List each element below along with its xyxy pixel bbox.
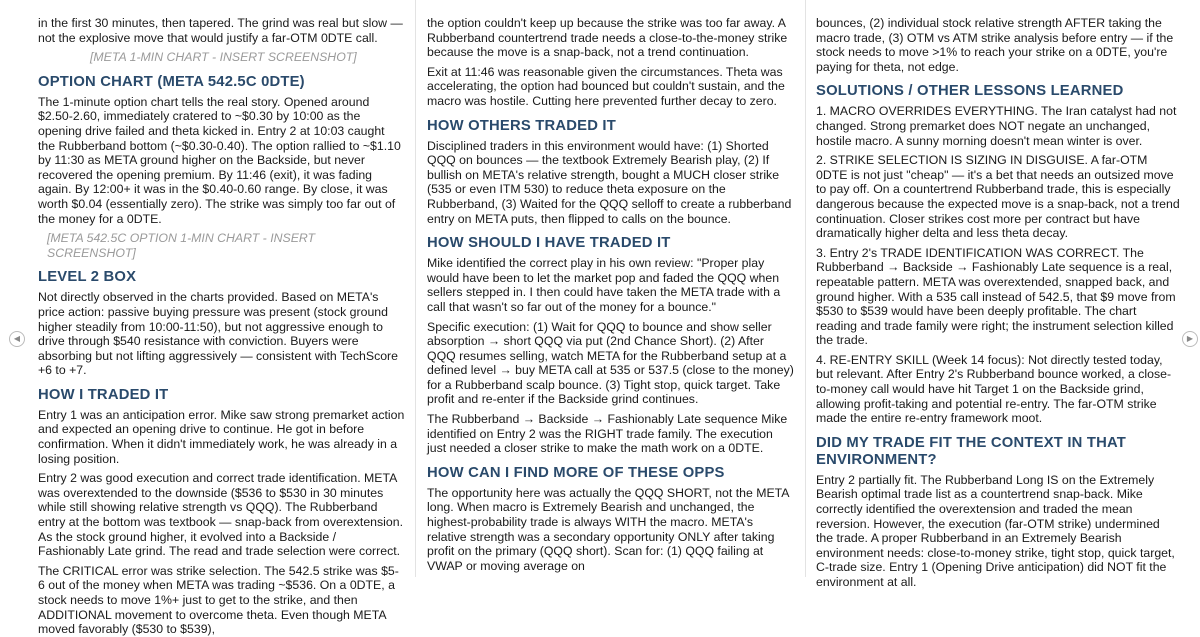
paragraph: The Rubberband → Backside → Fashionably Late sequence Mike identified on Entry 2 was the RIGHT trade family. The execution just needed a closer strike to make the math work on a 0DTE. (427, 412, 788, 456)
section-heading-how-should-i-have-traded-it: HOW SHOULD I HAVE TRADED IT (427, 235, 671, 252)
next-page-button[interactable] (1182, 331, 1198, 347)
paragraph: in the first 30 minutes, then tapered. The grind was real but slow — not the explosive move that would justify a far-OTM 0DTE call. (38, 16, 403, 45)
column-divider (415, 0, 416, 577)
screenshot-placeholder: [META 1-MIN CHART - INSERT SCREENSHOT] (90, 50, 357, 65)
paragraph: 1. MACRO OVERRIDES EVERYTHING. The Iran catalyst had not changed. Strong premarket does NOT negate an unchanged, hostile macro. A sunny morning doesn't mean winter is over. (816, 104, 1177, 148)
paragraph: 4. RE-ENTRY SKILL (Week 14 focus): Not directly tested today, but relevant. After Entry 2's Rubberband bounce worked, a close-to-money call would have hit Target 1 on the Backside grind, allowing profit-taking and potential re-entry. The far-OTM strike made the entire re-entry framework moot. (816, 352, 1172, 426)
chevron-left-icon: ◀ (13, 334, 21, 343)
paragraph: The opportunity here was actually the QQQ SHORT, not the META long. When macro is Extremely Bearish and unchanged, the highest-probability trade is always WITH the macro. META's relative strength was a secondary opportunity ONLY after taking profit on the primary (QQQ short). Scan for: (1) QQQ failing at VWAP or moving average on (427, 485, 789, 573)
paragraph: The CRITICAL error was strike selection. The 542.5 strike was $5-6 out of the money when META was trading ~$536. On a 0DTE, a stock needs to move 1%+ just to get to the strike, and then ADDITIONAL movement to overcome theta. Even though META moved favorably ($530 to $539), (38, 563, 399, 637)
paragraph: Specific execution: (1) Wait for QQQ to bounce and show seller absorption → short QQQ via put (2nd Chance Short). (2) After QQQ resumes selling, watch META for the Rubberband setup at a defined level → buy META call at 535 or 537.5 (close to the money) for a Rubberband scalp bounce. (3) Tight stop, quick target. Take profit and re-enter if the Backside grind continues. (427, 319, 794, 407)
section-heading-option-chart: OPTION CHART (META 542.5C 0DTE) (38, 73, 305, 90)
chevron-right-icon: ▶ (1186, 334, 1194, 343)
section-heading-find-more-opps: HOW CAN I FIND MORE OF THESE OPPS (427, 464, 725, 481)
paragraph: bounces, (2) individual stock relative strength AFTER taking the macro trade, (3) OTM vs ATM strike analysis before entry — if the stock needs to move >1% to reach your strike on a 0DTE, you're paying for theta, not edge. (816, 16, 1174, 74)
section-heading-solutions: SOLUTIONS / OTHER LESSONS LEARNED (816, 83, 1124, 100)
section-heading-how-others-traded-it: HOW OTHERS TRADED IT (427, 117, 616, 134)
paragraph: 3. Entry 2's TRADE IDENTIFICATION WAS CORRECT. The Rubberband → Backside → Fashionably Late sequence is a real, repeatable pattern. META was overextended, snapped back, and ground higher. With a 535 call instead of 542.5, that $9 move from $530 to $539 would have been deeply profitable. The chart reading and trade family were right; the instrument selection killed the trade. (816, 245, 1176, 348)
column-divider (805, 0, 806, 577)
paragraph: Exit at 11:46 was reasonable given the circumstances. Theta was accelerating, the option had bounced but couldn't sustain, and the macro was hostile. Cutting here prevented further decay to zero. (427, 64, 785, 108)
column-1 (38, 0, 405, 637)
paragraph: the option couldn't keep up because the strike was too far away. A Rubberband countertrend trade needs a close-to-the-money strike because the move is a snap-back, not a trend continuation. (427, 16, 788, 60)
column-3 (816, 0, 1180, 589)
previous-page-button[interactable] (9, 331, 25, 347)
paragraph: Mike identified the correct play in his own review: "Proper play would have been to let the market pop and faded the QQQ when sellers stepped in. I then could have taken the META trade with a call that wasn't so far out of the money for a bounce." (427, 256, 781, 314)
column-2 (427, 0, 795, 577)
paragraph: The 1-minute option chart tells the real story. Opened around $2.50-2.60, immediately cratered to ~$0.30 by 10:00 as the opening drive failed and theta kicked in. Entry 2 at 10:03 caught the Rubberband bottom (~$0.30-0.40). The option rallied to ~$1.10 by 11:30 as META ground higher on the Backside, but never recovered the opening premium. By 11:46 (exit), it was fading again. By 12:00+ it was in the $0.40-0.60 range. By close, it was worth $0.04 (essentially zero). The strike was simply too far out of the money for a 0DTE. (38, 94, 401, 226)
paragraph: Not directly observed in the charts provided. Based on META's price action: passive buying pressure was present (stock ground higher steadily from 10:00-11:50), but not aggressive enough to drive through $540 resistance with conviction. Buyers were absorbing but not lifting aggressively — consistent with TechScore +6 to +7. (38, 290, 398, 378)
paragraph: Entry 1 was an anticipation error. Mike saw strong premarket action and expected an opening drive to continue. He got in before confirmation. When it didn't immediately work, he was already in a losing position. (38, 407, 405, 466)
paragraph: Entry 2 partially fit. The Rubberband Long IS on the Extremely Bearish optimal trade list as a countertrend snap-back. Mike correctly identified the overextension and traded the mean reversion. However, the execution (far-OTM strike) undermined the trade. A proper Rubberband in an Extremely Bearish environment needs: close-to-money strike, tight stop, quick target, C-trade size. Entry 1 (Opening Drive anticipation) did NOT fit the environment at all. (816, 472, 1175, 589)
screenshot-placeholder: [META 542.5C OPTION 1-MIN CHART - INSERT SCREENSHOT] (47, 231, 316, 260)
section-heading-how-i-traded-it: HOW I TRADED IT (38, 386, 169, 403)
paragraph: Entry 2 was good execution and correct trade identification. META was overextended to the downside ($536 to $530 in 30 minutes while still showing relative strength vs QQQ). The Rubberband entry at the bottom was textbook — snap-back from overextension. As the stock ground higher, it evolved into a Backside / Fashionably Late grind. The read and trade selection were correct. (38, 471, 403, 559)
paragraph: Disciplined traders in this environment would have: (1) Shorted QQQ on bounces — the textbook Extremely Bearish play, (2) If bullish on META's relative strength, bought a MUCH closer strike (535 or even ITM 530) to reduce theta exposure on the Rubberband, (3) Waited for the QQQ selloff to create a rubberband entry on META puts, then flipped to calls on the bounce. (427, 138, 792, 226)
section-heading-trade-fit-context: DID MY TRADE FIT THE CONTEXT IN THAT ENVIRONMENT? (816, 434, 1126, 468)
paragraph: 2. STRIKE SELECTION IS SIZING IN DISGUISE. A far-OTM 0DTE is not just "cheap" — it's a bet that needs an outsized move to pay off. On a countertrend Rubberband trade, this is especially dangerous because the expected move is a snap-back, not a trend continuation. Closer strikes cost more per contract but have dramatically higher delta and less theta decay. (816, 153, 1180, 241)
section-heading-level-2-box: LEVEL 2 BOX (38, 269, 137, 286)
